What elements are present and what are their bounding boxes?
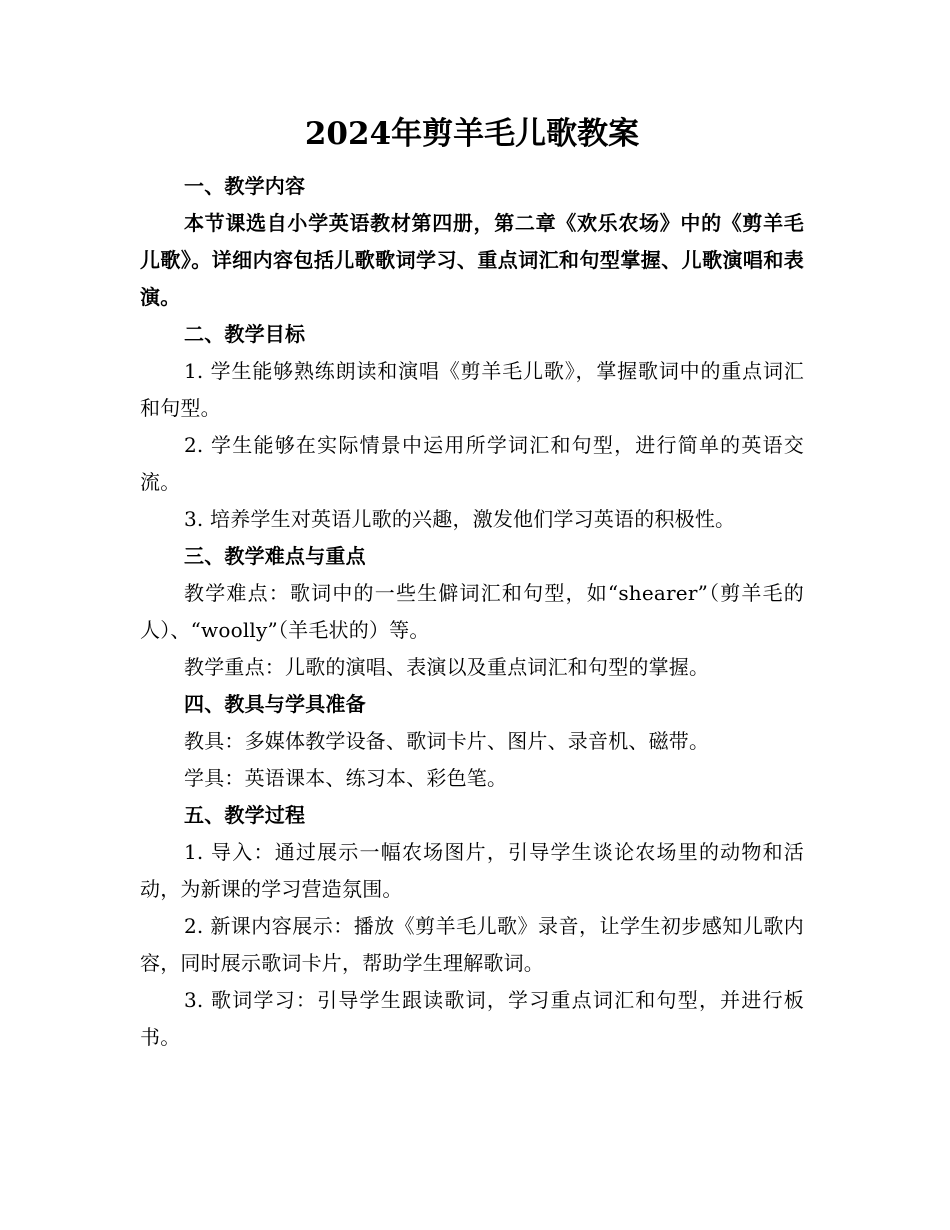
- document-content: [140, 108, 804, 1056]
- teacher-materials-paragraph: 教具：多媒体教学设备、歌词卡片、图片、录音机、磁带。: [184, 729, 710, 753]
- section-heading-difficulties-key-points: 三、教学难点与重点: [184, 544, 366, 568]
- document-title: 2024年剪羊毛儿歌教案: [304, 116, 640, 152]
- teaching-goal-item-1: 1. 学生能够熟练朗读和演唱《剪羊毛儿歌》，掌握歌词中的重点词汇和句型。: [140, 359, 804, 420]
- teaching-key-points-paragraph: 教学重点：儿歌的演唱、表演以及重点词汇和句型的掌握。: [184, 655, 710, 679]
- teaching-difficulties-paragraph: 教学难点：歌词中的一些生僻词汇和句型，如“shearer”（剪羊毛的人）、“woolly”（羊毛状的）等。: [140, 581, 804, 642]
- teaching-process-step-1: 1. 导入：通过展示一幅农场图片，引导学生谈论农场里的动物和活动，为新课的学习营造氛围。: [140, 840, 804, 901]
- teaching-content-paragraph: 本节课选自小学英语教材第四册，第二章《欢乐农场》中的《剪羊毛儿歌》。详细内容包括儿歌歌词学习、重点词汇和句型掌握、儿歌演唱和表演。: [140, 211, 804, 309]
- student-materials-paragraph: 学具：英语课本、练习本、彩色笔。: [184, 766, 508, 790]
- teaching-process-step-3: 3. 歌词学习：引导学生跟读歌词，学习重点词汇和句型，并进行板书。: [140, 988, 804, 1049]
- section-heading-materials: 四、教具与学具准备: [184, 692, 366, 716]
- section-heading-teaching-process: 五、教学过程: [184, 803, 306, 827]
- section-heading-teaching-goals: 二、教学目标: [184, 322, 306, 346]
- teaching-goal-item-3: 3. 培养学生对英语儿歌的兴趣，激发他们学习英语的积极性。: [184, 507, 736, 531]
- teaching-process-step-2: 2. 新课内容展示：播放《剪羊毛儿歌》录音，让学生初步感知儿歌内容，同时展示歌词卡片，帮助学生理解歌词。: [140, 914, 804, 975]
- section-heading-teaching-content: 一、教学内容: [184, 174, 306, 198]
- teaching-goal-item-2: 2. 学生能够在实际情景中运用所学词汇和句型，进行简单的英语交流。: [140, 433, 804, 494]
